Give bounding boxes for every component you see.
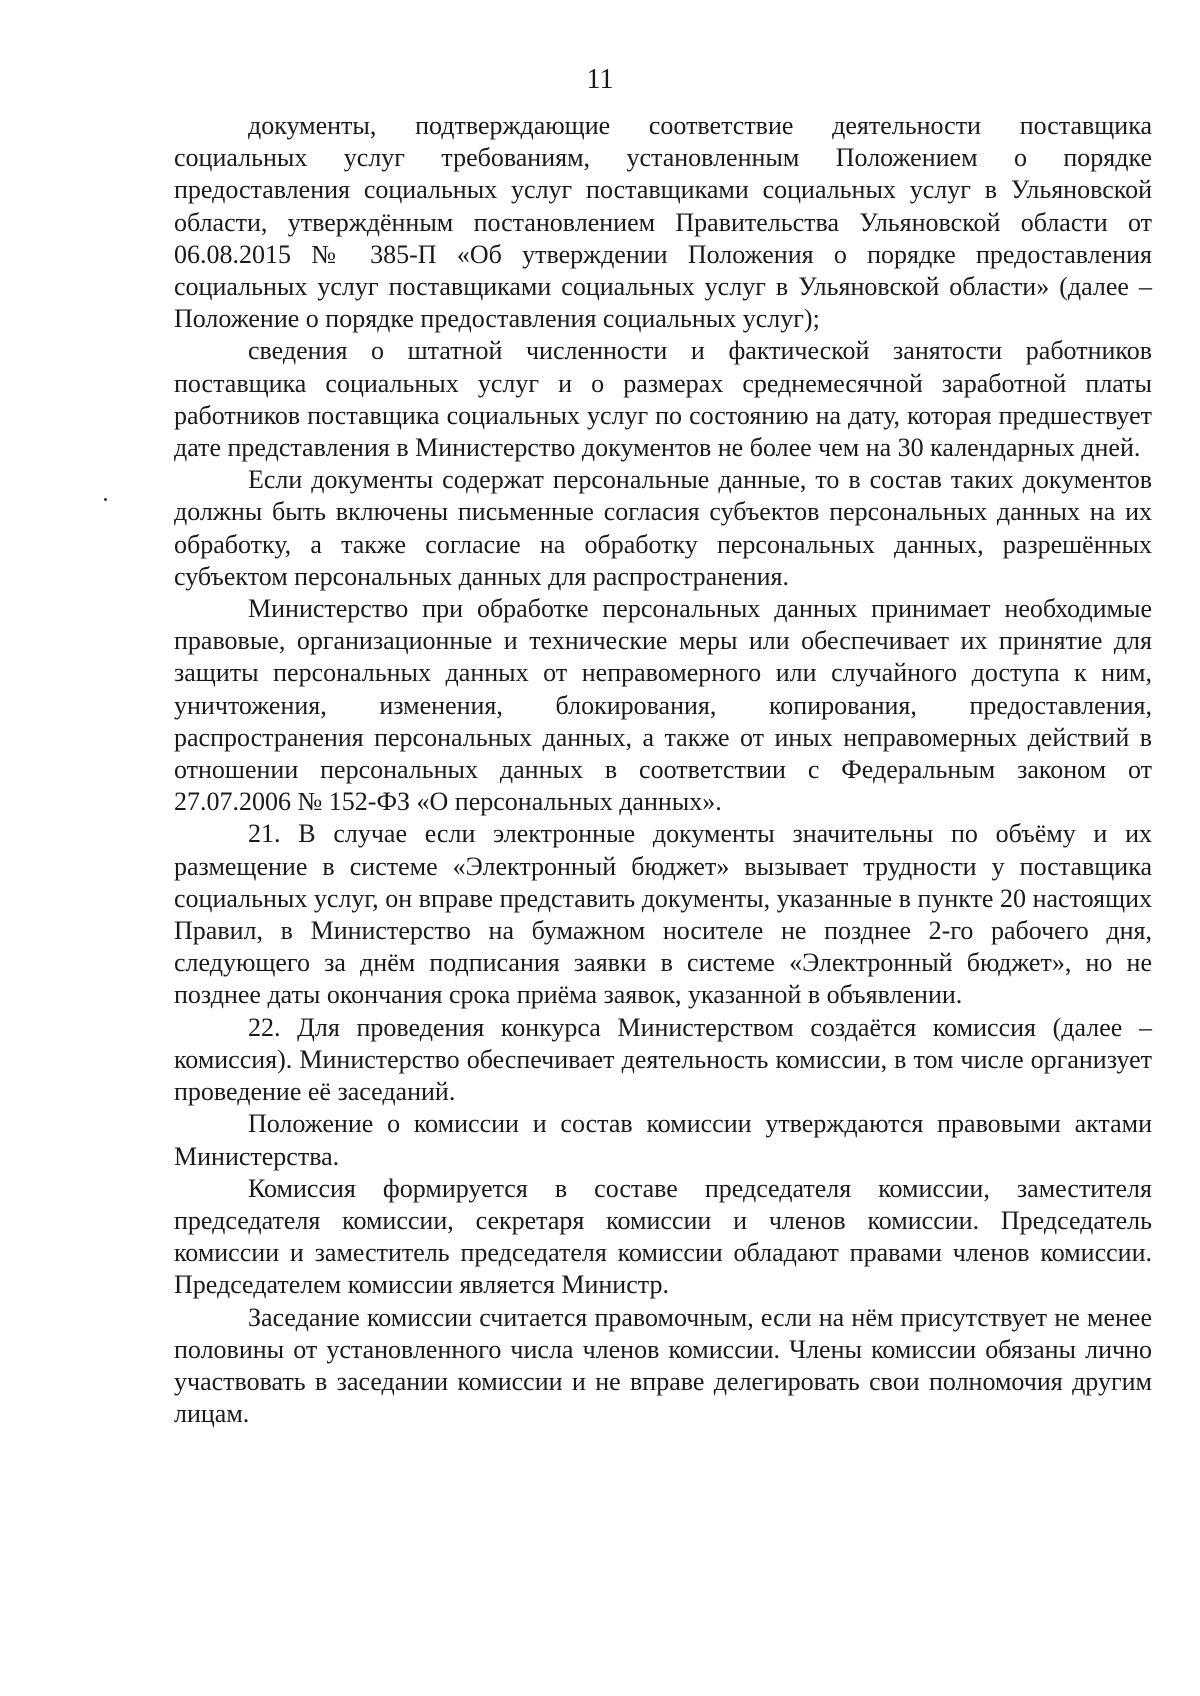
paragraph-commission-regulation: Положение о комиссии и состав комиссии утверждаются правовыми актами Министерства. (174, 1109, 1152, 1171)
document-body (174, 110, 1152, 1430)
page-number: 11 (586, 64, 614, 95)
paragraph-clause-22: 22. Для проведения конкурса Министерством создаётся комиссия (далее – комиссия). Министерство обеспечивает деятельность комиссии, в том числе организует проведение её заседаний. (174, 1012, 1152, 1107)
paragraph-commission-composition: Комиссия формируется в составе председателя комиссии, заместителя председателя комиссии, секретаря комиссии и членов комиссии. Председатель комиссии и заместитель председателя комиссии обладают правами членов комиссии. Председателем комиссии является Министр. (174, 1173, 1152, 1300)
paragraph-personal-data-consent: Если документы содержат персональные данные, то в состав таких документов должны быть включены письменные согласия субъектов персональных данных на их обработку, а также согласие на обработку персональных данных, разрешённых субъектом персональных данных для распространения. (174, 465, 1152, 591)
paragraph-personal-data-protection: Министерство при обработке персональных данных принимает необходимые правовые, организационные и технические меры или обеспечивает их принятие для защиты персональных данных от неправомерного или случайного доступа к ним, уничтожения, изменения, блокирования, копирования, предоставления, распространения персональных данных, а также от иных неправомерных действий в отношении персональных данных в соответствии с Федеральным законом от 27.07.2006 № 152-ФЗ «О персональных данных». (174, 594, 1152, 817)
paragraph-documents-compliance: документы, подтверждающие соответствие деятельности поставщика социальных услуг требованиям, установленным Положением о порядке предоставления социальных услуг поставщиками социальных услуг в Ульяновской области, утверждённым постановлением Правительства Ульяновской области от 06.08.2015 № 385-П «Об утверждении Положения о порядке предоставления социальных услуг поставщиками социальных услуг в Ульяновской области» (далее – Положение о порядке предоставления социальных услуг); (174, 111, 1152, 334)
paragraph-staff-info: сведения о штатной численности и фактической занятости работников поставщика социальных услуг и о размерах среднемесячной заработной платы работников поставщика социальных услуг по состоянию на дату, которая предшествует дате представления в Министерство документов не более чем на 30 календарных дней. (174, 336, 1152, 463)
paragraph-clause-21: 21. В случае если электронные документы значительны по объёму и их размещение в системе «Электронный бюджет» вызывает трудности у поставщика социальных услуг, он вправе представить документы, указанные в пункте 20 настоящих Правил, в Министерство на бумажном носителе не позднее 2-го рабочего дня, следующего за днём подписания заявки в системе «Электронный бюджет», но не позднее даты окончания срока приёма заявок, указанной в объявлении. (174, 819, 1152, 1010)
scan-dot (104, 498, 107, 501)
paragraph-commission-quorum: Заседание комиссии считается правомочным, если на нём присутствует не менее половины от установленного числа членов комиссии. Члены комиссии обязаны лично участвовать в заседании комиссии и не вправе делегировать свои полномочия другим лицам. (174, 1302, 1152, 1429)
